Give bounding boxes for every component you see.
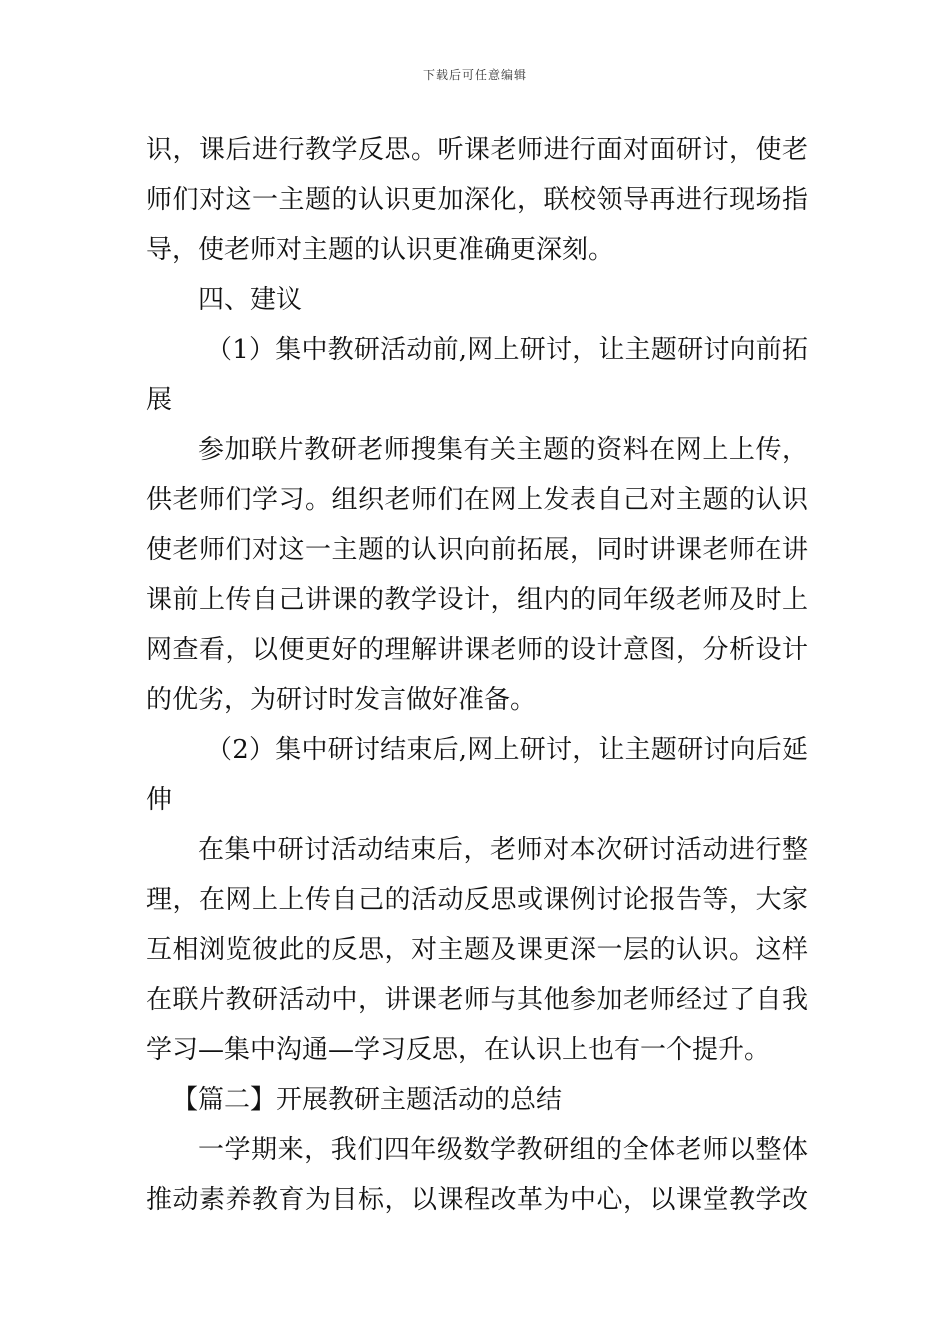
body-line: 推动素养教育为目标，以课程改革为中心，以课堂教学改: [146, 1185, 808, 1215]
body-line: 识，课后进行教学反思。听课老师进行面对面研讨，使老: [146, 135, 808, 165]
subsection-heading-cont: 伸: [146, 785, 173, 815]
chapter-heading: 【篇二】开展教研主题活动的总结: [172, 1085, 563, 1115]
paragraph-first-line: 在集中研讨活动结束后，老师对本次研讨活动进行整: [198, 835, 808, 865]
page-header: 下载后可任意编辑: [422, 68, 527, 82]
subsection-heading: （1）集中教研活动前,网上研讨，让主题研讨向前拓: [206, 335, 808, 365]
body-line: 师们对这一主题的认识更加深化，联校领导再进行现场指: [146, 185, 808, 215]
body-line: 供老师们学习。组织老师们在网上发表自己对主题的认识: [146, 485, 808, 515]
subsection-heading-cont: 展: [146, 385, 173, 415]
body-line: 网查看，以便更好的理解讲课老师的设计意图，分析设计: [146, 635, 808, 665]
body-line: 在联片教研活动中，讲课老师与其他参加老师经过了自我: [146, 985, 808, 1015]
paragraph-first-line: 参加联片教研老师搜集有关主题的资料在网上上传，: [198, 435, 808, 465]
body-line: 学习—集中沟通—学习反思，在认识上也有一个提升。: [146, 1035, 771, 1065]
body-line: 导，使老师对主题的认识更准确更深刻。: [146, 235, 615, 265]
subsection-heading: （2）集中研讨结束后,网上研讨，让主题研讨向后延: [206, 735, 808, 765]
document-body: [146, 125, 808, 1225]
body-line: 互相浏览彼此的反思，对主题及课更深一层的认识。这样: [146, 935, 808, 965]
body-line: 使老师们对这一主题的认识向前拓展，同时讲课老师在讲: [146, 535, 808, 565]
body-line: 的优劣，为研讨时发言做好准备。: [146, 685, 537, 715]
body-line: 课前上传自己讲课的教学设计，组内的同年级老师及时上: [146, 585, 808, 615]
section-heading: 四、建议: [198, 285, 303, 315]
body-line: 理，在网上上传自己的活动反思或课例讨论报告等，大家: [146, 885, 808, 915]
paragraph-first-line: 一学期来，我们四年级数学教研组的全体老师以整体: [198, 1135, 808, 1165]
